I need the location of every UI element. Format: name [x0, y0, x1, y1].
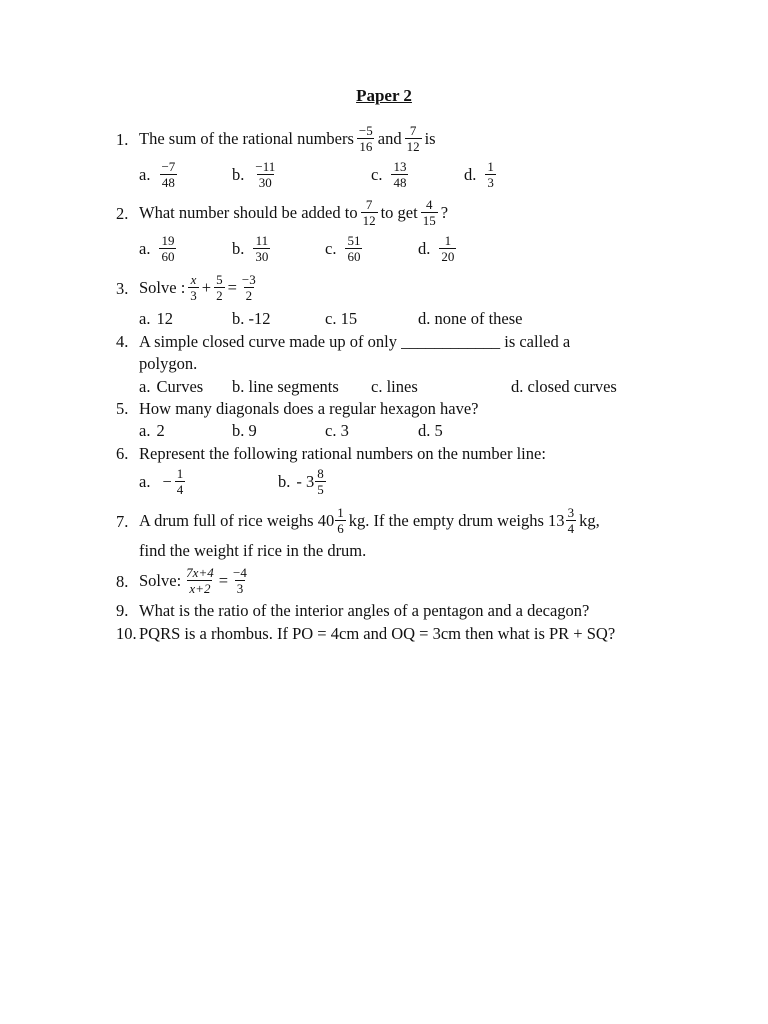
question-number: 7. — [116, 512, 129, 531]
question-number: 4. — [116, 332, 129, 351]
fraction: $\frac{1}{6}$ — [337, 505, 344, 536]
question-text: polygon. — [139, 354, 198, 373]
fraction: $\frac{-3}{2}$ — [241, 272, 256, 303]
question-text: The sum of the rational numbers $\frac{-5}{16}$ and $\frac{7}{12}$ is — [139, 123, 436, 154]
fraction: $\frac{5}{2}$ — [216, 272, 223, 303]
question-text: PQRS is a rhombus. If PO = 4cm and OQ = 3cm then what is PR + SQ? — [139, 624, 616, 643]
fraction: $\frac{4}{15}$ — [422, 197, 436, 228]
question-text: Represent the following rational numbers on the number line: — [139, 444, 546, 463]
option-d: d. none of these — [418, 309, 523, 328]
question-number: 10. — [116, 624, 137, 643]
option-c: c. lines — [371, 377, 418, 396]
question-number: 2. — [116, 204, 129, 223]
option-b: b. 9 — [232, 421, 257, 440]
option-c: c. 15 — [325, 309, 358, 328]
option-a: a. Curves — [139, 377, 204, 396]
question-text: Solve : $\frac{x}{3}$ + $\frac{5}{2}$ = $\frac{-3}{2}$ — [139, 272, 256, 303]
question-number: 6. — [116, 444, 129, 463]
fraction: $\frac{3}{4}$ — [567, 505, 575, 536]
option-b: b. $\frac{-11}{30}$ — [232, 159, 276, 190]
option-a: a. 2 — [139, 421, 165, 440]
question-text: Solve: $\frac{7x+4}{x+2}$ = $\frac{-4}{3}$ — [139, 565, 247, 596]
option-a: a. $\frac{-7}{48}$ — [139, 159, 176, 190]
option-c: c. $\frac{51}{60}$ — [325, 233, 361, 264]
fraction: $\frac{-5}{16}$ — [358, 123, 373, 154]
option-b: b. -12 — [232, 309, 271, 328]
fraction: $\frac{7}{12}$ — [362, 197, 376, 228]
question-text: find the weight if rice in the drum. — [139, 541, 367, 560]
question-number: 8. — [116, 572, 129, 591]
option-c: c. 3 — [325, 421, 349, 440]
question-text: What is the ratio of the interior angles of a pentagon and a decagon? — [139, 601, 590, 620]
question-number: 5. — [116, 399, 129, 418]
question-text: A simple closed curve made up of only ____________ is called a — [139, 332, 571, 351]
fraction: $\frac{-4}{3}$ — [233, 565, 247, 596]
question-number: 1. — [116, 130, 129, 149]
question-number: 9. — [116, 601, 129, 620]
option-d: d. closed curves — [511, 377, 617, 396]
question-text: How many diagonals does a regular hexagon have? — [139, 399, 479, 418]
fraction: $\frac{7}{12}$ — [406, 123, 420, 154]
option-b: b. - 3 $\frac{8}{5}$ — [278, 466, 324, 497]
option-d: d. $\frac{1}{3}$ — [464, 159, 494, 190]
option-a: a. $\frac{19}{60}$ — [139, 233, 175, 264]
option-b: b. line segments — [232, 377, 339, 396]
option-d: d. 5 — [418, 421, 443, 440]
fraction: $\frac{x}{3}$ — [190, 272, 197, 303]
option-b: b. $\frac{11}{30}$ — [232, 233, 269, 264]
option-c: c. $\frac{13}{48}$ — [371, 159, 407, 190]
question-text: A drum full of rice weighs 40 $\frac{1}{6}$ kg. If the empty drum weighs 13 $\frac{3}{4}$ kg, — [139, 505, 600, 536]
option-d: d. $\frac{1}{20}$ — [418, 233, 455, 264]
page-title: Paper 2 — [356, 86, 412, 105]
option-a: a. − $\frac{1}{4}$ — [139, 466, 184, 497]
question-number: 3. — [116, 279, 129, 298]
question-text: What number should be added to $\frac{7}{12}$ to get $\frac{4}{15}$ ? — [139, 197, 449, 228]
option-a: a. 12 — [139, 309, 173, 328]
fraction: $\frac{7x+4}{x+2}$ — [186, 565, 214, 596]
